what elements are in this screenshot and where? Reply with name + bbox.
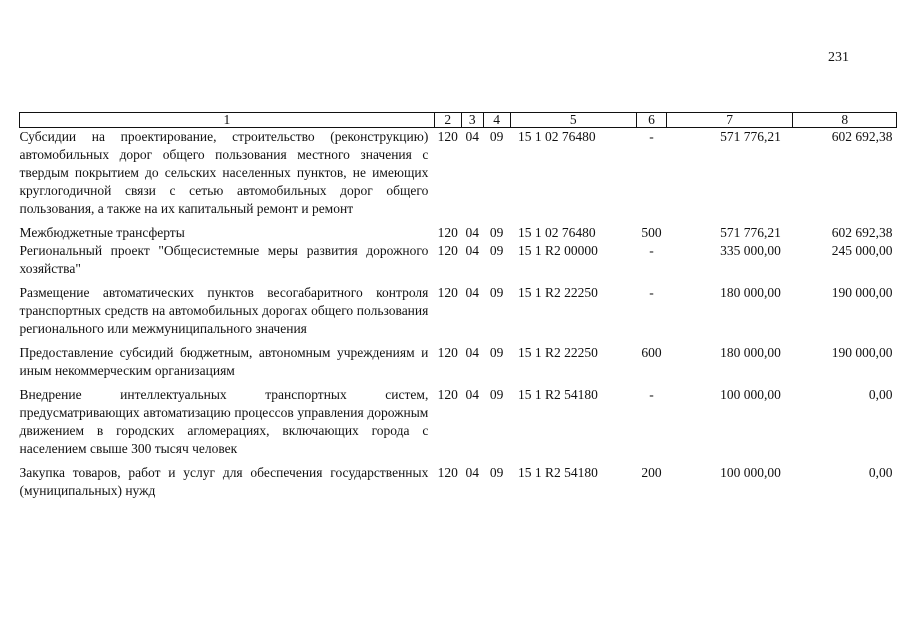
row-col-3: 04 — [465, 129, 479, 144]
row-col-4: 09 — [489, 465, 504, 480]
row-col-8: 190 000,00 — [831, 285, 893, 300]
row-col-5: 15 1 02 76480 — [518, 129, 596, 144]
budget-table — [19, 112, 897, 500]
row-col-8: 0,00 — [868, 465, 893, 480]
table-row — [20, 128, 897, 219]
column-header-6: 6 — [637, 113, 667, 128]
page-number: 231 — [828, 50, 849, 65]
table-row — [20, 284, 897, 338]
row-col-6: - — [649, 243, 654, 258]
row-col-7: 335 000,00 — [720, 243, 781, 258]
row-col-2: 120 — [437, 345, 458, 360]
table-row — [20, 242, 897, 278]
row-col-2: 120 — [437, 285, 458, 300]
row-name: Предоставление субсидий бюджетным, автономным учреждениям и иным некоммерческим организациям — [19, 345, 429, 378]
row-col-3: 04 — [465, 225, 479, 240]
row-col-7: 180 000,00 — [720, 285, 781, 300]
row-col-6: - — [649, 285, 654, 300]
row-col-3: 04 — [465, 285, 479, 300]
row-col-4: 09 — [489, 345, 504, 360]
row-col-6: 200 — [641, 465, 662, 480]
column-header-4: 4 — [483, 113, 510, 128]
row-col-3: 04 — [465, 345, 479, 360]
row-col-5: 15 1 R2 00000 — [518, 243, 598, 258]
row-col-6: 600 — [641, 345, 662, 360]
row-col-3: 04 — [465, 243, 479, 258]
row-col-7: 571 776,21 — [720, 225, 781, 240]
row-col-3: 04 — [465, 465, 479, 480]
table-row — [20, 386, 897, 458]
row-name: Внедрение интеллектуальных транспортных систем, предусматривающих автоматизацию процессов управления дорожным движением в городских агломерациях, включающих города с населением свыше 300 тысяч человек — [19, 387, 429, 456]
table-header — [20, 113, 897, 128]
row-col-6: 500 — [641, 225, 662, 240]
row-col-8: 190 000,00 — [831, 345, 893, 360]
row-col-4: 09 — [489, 225, 504, 240]
row-name: Закупка товаров, работ и услуг для обеспечения государственных (муниципальных) нужд — [19, 465, 429, 498]
row-col-6: - — [649, 129, 654, 144]
row-col-8: 0,00 — [868, 387, 893, 402]
table-row — [20, 224, 897, 242]
column-header-3: 3 — [461, 113, 483, 128]
row-name: Размещение автоматических пунктов весогабаритного контроля транспортных средств на автомобильных дорогах общего пользования регионального или межмуниципального значения — [19, 285, 429, 336]
row-col-5: 15 1 R2 54180 — [518, 387, 598, 402]
row-col-2: 120 — [437, 387, 458, 402]
row-col-7: 100 000,00 — [720, 465, 781, 480]
row-col-7: 100 000,00 — [720, 387, 781, 402]
row-col-8: 602 692,38 — [831, 129, 893, 144]
row-col-5: 15 1 R2 54180 — [518, 465, 598, 480]
column-header-1: 1 — [20, 113, 435, 128]
column-header-5: 5 — [510, 113, 637, 128]
row-col-4: 09 — [489, 129, 504, 144]
row-col-5: 15 1 02 76480 — [518, 225, 596, 240]
row-col-4: 09 — [489, 387, 504, 402]
row-name: Региональный проект "Общесистемные меры развития дорожного хозяйства" — [19, 243, 429, 276]
row-col-2: 120 — [437, 225, 458, 240]
row-col-3: 04 — [465, 387, 479, 402]
table-row — [20, 344, 897, 380]
row-col-7: 571 776,21 — [720, 129, 781, 144]
row-name: Межбюджетные трансферты — [19, 225, 185, 240]
row-col-8: 245 000,00 — [831, 243, 893, 258]
row-col-7: 180 000,00 — [720, 345, 781, 360]
column-header-7: 7 — [666, 113, 792, 128]
row-col-4: 09 — [489, 243, 504, 258]
row-col-8: 602 692,38 — [831, 225, 893, 240]
row-col-2: 120 — [437, 243, 458, 258]
column-header-2: 2 — [434, 113, 461, 128]
row-col-2: 120 — [437, 465, 458, 480]
row-col-2: 120 — [437, 129, 458, 144]
row-col-4: 09 — [489, 285, 504, 300]
row-col-6: - — [649, 387, 654, 402]
row-col-5: 15 1 R2 22250 — [518, 345, 598, 360]
row-col-5: 15 1 R2 22250 — [518, 285, 598, 300]
column-header-8: 8 — [793, 113, 897, 128]
table-row — [20, 464, 897, 500]
row-name: Субсидии на проектирование, строительство (реконструкцию) автомобильных дорог общего пользования местного значения с твердым покрытием до сельских населенных пунктов, не имеющих круглогодичной связи с сетью автомобильных дорог общего пользования, а также на их капитальный ремонт и ремонт — [19, 129, 429, 216]
